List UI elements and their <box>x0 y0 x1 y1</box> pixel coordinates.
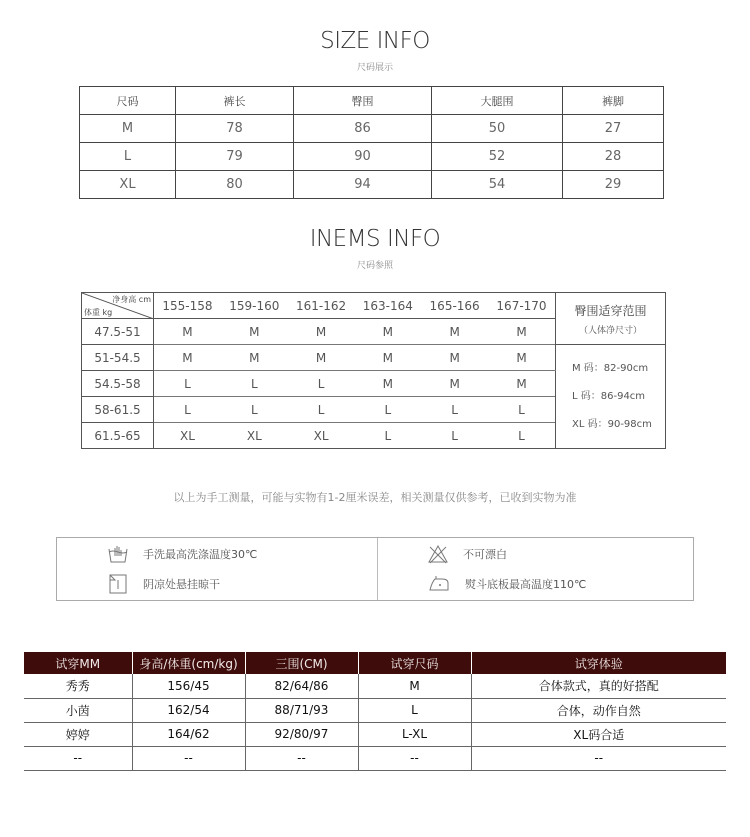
no-bleach-icon <box>427 544 449 564</box>
size-cell: XL <box>80 171 176 199</box>
size-ref-cell: M <box>154 345 221 371</box>
care-iron <box>427 574 586 594</box>
line-dry-shade-icon <box>107 574 129 594</box>
inems-info-title: INEMS INFO <box>309 226 441 252</box>
size-ref-cell: M <box>288 345 355 371</box>
care-divider <box>377 538 378 600</box>
size-ref-cell: L <box>154 371 221 397</box>
hip-range-header <box>556 293 666 345</box>
trial-header-cell: 试穿尺码 <box>358 652 471 674</box>
size-ref-cell: M <box>421 319 488 345</box>
care-dry <box>107 574 220 594</box>
corner-height-label: 净身高 cm <box>112 295 151 304</box>
size-ref-cell: M <box>221 345 288 371</box>
trial-cell: XL码合适 <box>471 722 726 746</box>
size-header-cell: 尺码 <box>80 87 176 115</box>
size-ref-cell: M <box>354 319 421 345</box>
size-ref-cell: L <box>154 397 221 423</box>
care-iron-label: 熨斗底板最高温度110℃ <box>465 578 587 591</box>
size-cell: L <box>80 143 176 171</box>
trial-cell: 小茵 <box>24 698 132 722</box>
trial-header-cell: 身高/体重(cm/kg) <box>132 652 245 674</box>
height-header: 165-166 <box>421 293 488 319</box>
trial-cell: 156/45 <box>132 674 245 698</box>
size-ref-cell: M <box>421 345 488 371</box>
table-row <box>24 722 726 746</box>
weight-cell: 54.5-58 <box>82 371 154 397</box>
size-ref-cell: M <box>488 371 556 397</box>
size-cell: 52 <box>432 143 563 171</box>
size-cell: 27 <box>563 115 664 143</box>
size-ref-cell: XL <box>221 423 288 449</box>
table-row <box>24 674 726 698</box>
size-ref-cell: M <box>354 345 421 371</box>
size-ref-cell: L <box>288 397 355 423</box>
care-wash <box>107 544 257 564</box>
table-row <box>82 345 666 371</box>
inems-table <box>81 292 666 449</box>
size-ref-cell: M <box>421 371 488 397</box>
trial-cell: 合体，动作自然 <box>471 698 726 722</box>
corner-cell <box>82 293 154 319</box>
trial-cell: -- <box>358 746 471 770</box>
size-cell: M <box>80 115 176 143</box>
size-ref-cell: M <box>221 319 288 345</box>
trial-cell: L-XL <box>358 722 471 746</box>
trial-table <box>24 652 726 771</box>
care-wash-label: 手洗最高洗涤温度30℃ <box>143 548 258 561</box>
size-ref-cell: XL <box>288 423 355 449</box>
size-cell: 94 <box>294 171 432 199</box>
size-ref-cell: L <box>354 423 421 449</box>
trial-cell: 88/71/93 <box>245 698 358 722</box>
care-bleach <box>427 544 507 564</box>
inems-header-row <box>82 293 666 319</box>
trial-cell: 合体款式，真的好搭配 <box>471 674 726 698</box>
size-cell: 80 <box>176 171 294 199</box>
hip-range-l: L 码：86-94cm <box>572 390 646 402</box>
size-cell: 86 <box>294 115 432 143</box>
height-header: 163-164 <box>354 293 421 319</box>
size-ref-cell: L <box>221 371 288 397</box>
table-row <box>24 746 726 770</box>
size-ref-cell: M <box>154 319 221 345</box>
hip-range-list <box>556 345 666 449</box>
trial-cell: 92/80/97 <box>245 722 358 746</box>
trial-header-cell: 三围(CM) <box>245 652 358 674</box>
size-info-subtitle: 尺码展示 <box>356 63 393 73</box>
height-header: 159-160 <box>221 293 288 319</box>
trial-cell: -- <box>24 746 132 770</box>
size-ref-cell: M <box>488 319 556 345</box>
iron-icon <box>427 574 451 594</box>
size-ref-cell: M <box>288 319 355 345</box>
size-header-cell: 裤长 <box>176 87 294 115</box>
hip-range-m: M 码：82-90cm <box>572 362 649 374</box>
size-ref-cell: L <box>488 397 556 423</box>
size-info-title: SIZE INFO <box>320 28 430 54</box>
size-header-cell: 大腿围 <box>432 87 563 115</box>
size-table <box>79 86 664 199</box>
trial-cell: L <box>358 698 471 722</box>
size-cell: 28 <box>563 143 664 171</box>
size-cell: 90 <box>294 143 432 171</box>
table-row <box>80 143 664 171</box>
size-ref-cell: M <box>354 371 421 397</box>
size-ref-cell: L <box>421 397 488 423</box>
size-cell: 50 <box>432 115 563 143</box>
trial-cell: 164/62 <box>132 722 245 746</box>
size-ref-cell: L <box>288 371 355 397</box>
trial-cell: -- <box>245 746 358 770</box>
care-dry-label: 阴凉处悬挂晾干 <box>143 578 220 591</box>
hip-range-xl: XL 码：90-98cm <box>572 418 652 430</box>
size-table-header <box>80 87 664 115</box>
size-ref-cell: XL <box>154 423 221 449</box>
trial-header-cell: 试穿体验 <box>471 652 726 674</box>
care-bleach-label: 不可漂白 <box>463 548 507 561</box>
size-cell: 54 <box>432 171 563 199</box>
height-header: 161-162 <box>288 293 355 319</box>
trial-cell: 秀秀 <box>24 674 132 698</box>
size-cell: 29 <box>563 171 664 199</box>
trial-cell: 82/64/86 <box>245 674 358 698</box>
weight-cell: 58-61.5 <box>82 397 154 423</box>
size-header-cell: 臀围 <box>294 87 432 115</box>
height-header: 167-170 <box>488 293 556 319</box>
weight-cell: 47.5-51 <box>82 319 154 345</box>
trial-header-cell: 试穿MM <box>24 652 132 674</box>
care-instructions <box>56 537 694 601</box>
trial-cell: 162/54 <box>132 698 245 722</box>
table-row <box>80 171 664 199</box>
hip-range-title: 臀围适穿范围 <box>574 303 647 318</box>
table-row <box>80 115 664 143</box>
measurement-note: 以上为手工测量，可能与实物有1-2厘米误差，相关测量仅供参考，已收到实物为准 <box>173 491 577 504</box>
weight-cell: 61.5-65 <box>82 423 154 449</box>
trial-cell: M <box>358 674 471 698</box>
trial-cell: -- <box>471 746 726 770</box>
size-header-cell: 裤脚 <box>563 87 664 115</box>
inems-info-subtitle: 尺码参照 <box>356 261 393 271</box>
corner-diagonal <box>82 293 154 319</box>
hip-range-subtitle: （人体净尺寸） <box>578 325 642 336</box>
size-ref-cell: L <box>354 397 421 423</box>
weight-cell: 51-54.5 <box>82 345 154 371</box>
trial-cell: -- <box>132 746 245 770</box>
trial-header-row <box>24 652 726 674</box>
size-ref-cell: L <box>488 423 556 449</box>
size-ref-cell: L <box>421 423 488 449</box>
hand-wash-icon <box>107 544 129 564</box>
size-cell: 79 <box>176 143 294 171</box>
height-header: 155-158 <box>154 293 221 319</box>
size-cell: 78 <box>176 115 294 143</box>
corner-weight-label: 体重 kg <box>84 308 113 317</box>
table-row <box>24 698 726 722</box>
size-ref-cell: M <box>488 345 556 371</box>
size-ref-cell: L <box>221 397 288 423</box>
trial-cell: 婷婷 <box>24 722 132 746</box>
